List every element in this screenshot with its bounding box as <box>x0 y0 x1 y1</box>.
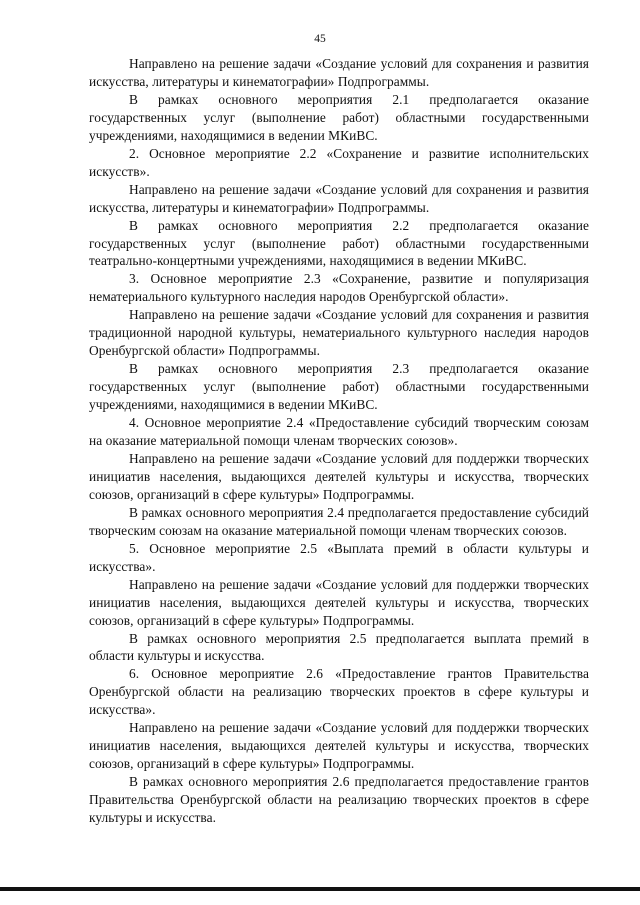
paragraph: В рамках основного мероприятия 2.1 предполагается оказание государственных услуг (выполнение работ) областными государственными учреждениями, находящимися в ведении МКиВС. <box>89 91 589 143</box>
paragraph: Направлено на решение задачи «Создание условий для сохранения и развития традиционной народной культуры, нематериального культурного наследия народов Оренбургской области» Подпрограммы. <box>89 307 589 359</box>
document-body <box>89 55 589 827</box>
paragraph: Направлено на решение задачи «Создание условий для сохранения и развития искусства, литературы и кинематографии» Подпрограммы. <box>89 56 589 89</box>
paragraph: В рамках основного мероприятия 2.6 предполагается предоставление грантов Правительства Оренбургской области на реализацию творческих проектов в сфере культуры и искусства. <box>89 774 589 826</box>
paragraph: В рамках основного мероприятия 2.4 предполагается предоставление субсидий творческим союзам на оказание материальной помощи членам творческих союзов. <box>89 504 589 538</box>
paragraph: В рамках основного мероприятия 2.3 предполагается оказание государственных услуг (выполнение работ) областными государственными учреждениями, находящимися в ведении МКиВС. <box>89 361 589 413</box>
paragraph: Направлено на решение задачи «Создание условий для поддержки творческих инициатив населения, выдающихся деятелей культуры и искусства, творческих союзов, организаций в сфере культуры» Подпрограммы. <box>89 720 589 772</box>
page-number: 45 <box>314 33 326 45</box>
paragraph: Направлено на решение задачи «Создание условий для поддержки творческих инициатив населения, выдающихся деятелей культуры и искусства, творческих союзов, организаций в сфере культуры» Подпрограммы. <box>89 450 589 502</box>
paragraph: 3. Основное мероприятие 2.3 «Сохранение, развитие и популяризация нематериального культурного наследия народов Оренбургской области». <box>89 271 589 305</box>
paragraph: 5. Основное мероприятие 2.5 «Выплата премий в области культуры и искусства». <box>89 540 589 574</box>
paragraph: 2. Основное мероприятие 2.2 «Сохранение и развитие исполнительских искусств». <box>89 145 589 179</box>
paragraph: В рамках основного мероприятия 2.5 предполагается выплата премий в области культуры и искусства. <box>89 630 589 664</box>
paragraph: Направлено на решение задачи «Создание условий для поддержки творческих инициатив населения, выдающихся деятелей культуры и искусства, творческих союзов, организаций в сфере культуры» Подпрограммы. <box>89 576 589 628</box>
bottom-border-line <box>0 887 640 891</box>
paragraph: В рамках основного мероприятия 2.2 предполагается оказание государственных услуг (выполнение работ) областными государственными театрально-концертными учреждениями, находящимися в ведении МКиВС. <box>89 217 589 269</box>
paragraph: 6. Основное мероприятие 2.6 «Предоставление грантов Правительства Оренбургской области на реализацию творческих проектов в сфере культуры и искусства». <box>89 666 589 718</box>
paragraph: Направлено на решение задачи «Создание условий для сохранения и развития искусства, литературы и кинематографии» Подпрограммы. <box>89 181 589 215</box>
paragraph: 4. Основное мероприятие 2.4 «Предоставление субсидий творческим союзам на оказание материальной помощи членам творческих союзов». <box>89 415 589 449</box>
